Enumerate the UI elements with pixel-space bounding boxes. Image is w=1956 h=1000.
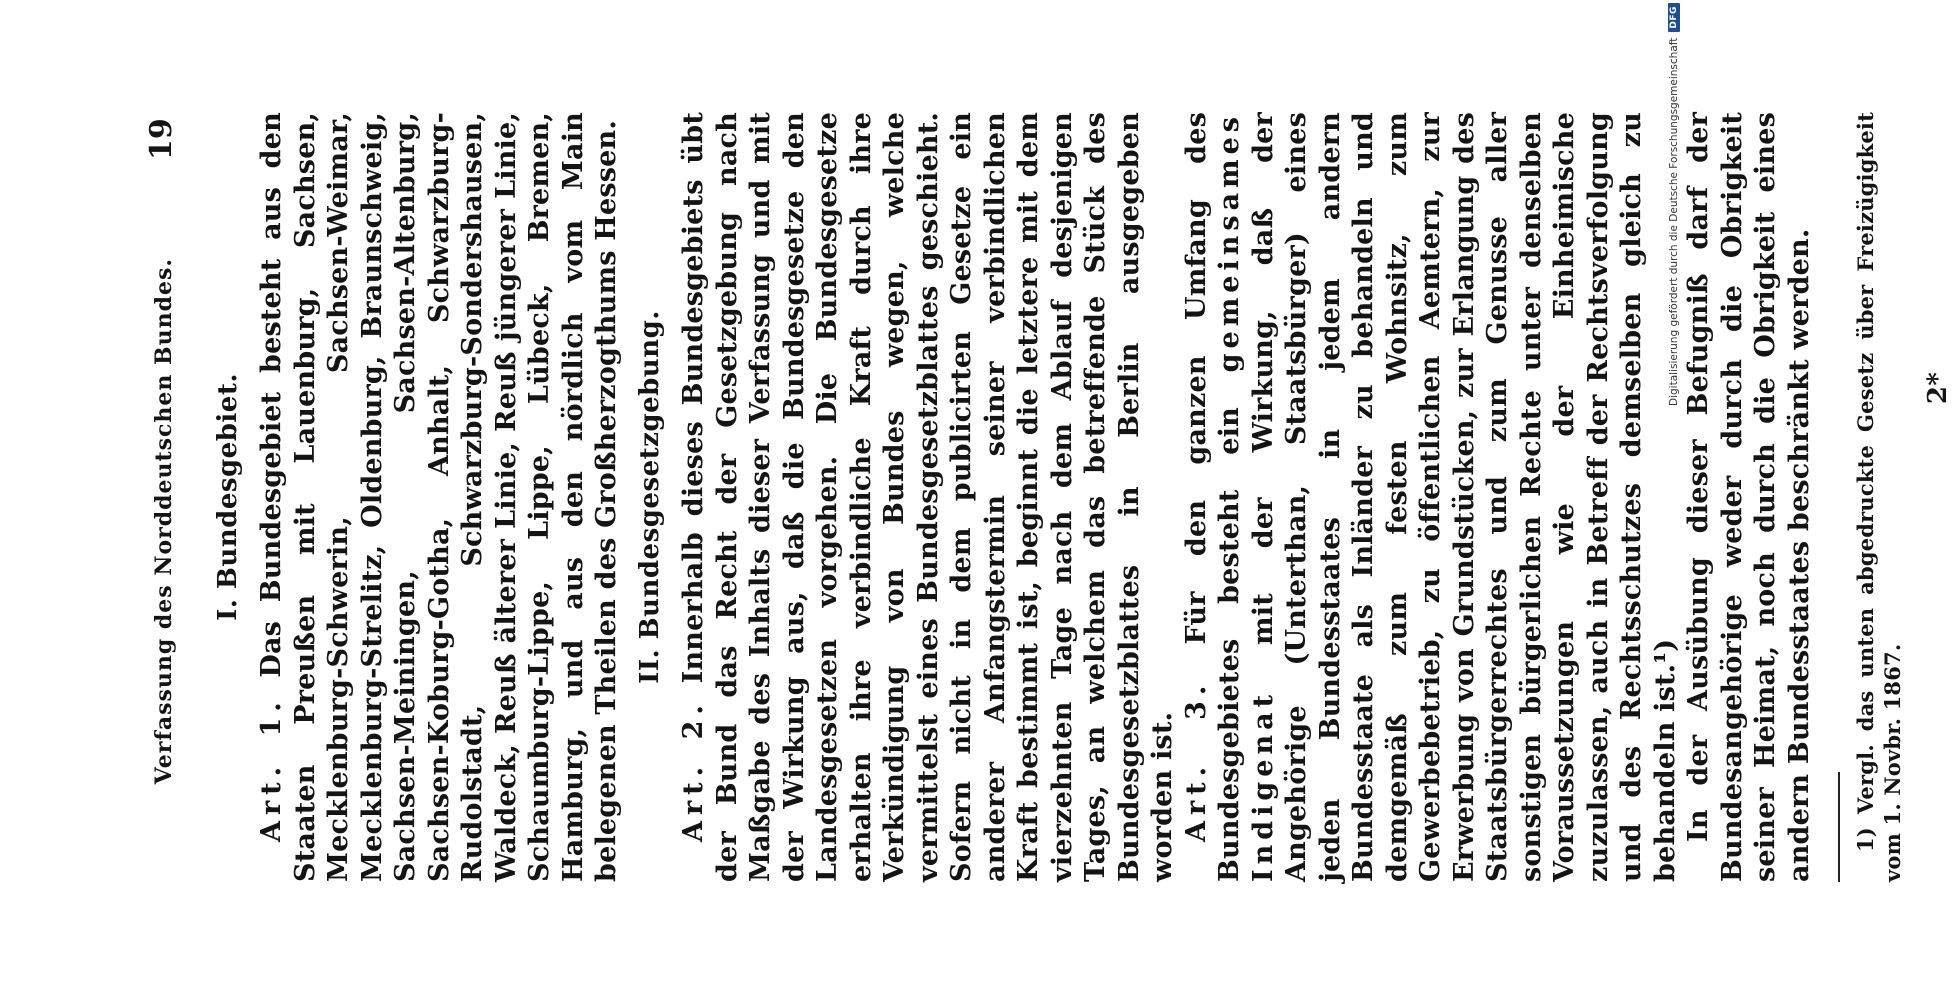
dfg-logo-icon: DFG	[1668, 3, 1680, 32]
footnote: 1) Vergl. das unten abgedruckte Gesetz über Freizügigkeit vom 1. Novbr. 1867.	[1853, 112, 1905, 882]
section-heading-bundesgesetzgebung: II. Bundesgesetzgebung.	[634, 310, 665, 684]
footnote-rule	[1838, 772, 1840, 882]
article-2	[677, 112, 1180, 882]
article-3-spaced-term: gemeinsames Indigenat	[1214, 111, 1279, 882]
page-number: 19	[144, 118, 179, 161]
dfg-credit	[1664, 6, 1684, 406]
section-heading-bundesgebiet: I. Bundesgebiet.	[212, 373, 243, 621]
article-3-paragraph-2: In der Ausübung dieser Befugniß darf der Bundesangehörige weder durch die Obrigkeit seiner Heimat, noch durch die Obrigkeit eines andern Bundesstaates beschränkt werden.	[1683, 112, 1815, 882]
article-3-text-before: Für den ganzen Umfang des Bundesgebietes besteht ein	[1180, 112, 1245, 882]
article-1-label: Art. 1.	[256, 696, 287, 842]
running-head	[145, 112, 182, 882]
article-2-label: Art. 2.	[678, 699, 709, 842]
article-1-text: Das Bundesgebiet besteht aus den Staaten Preußen mit Lauenburg, Sachsen, Mecklenburg-Schwerin, Sachsen-Weimar, Mecklenburg-Strelitz, Oldenburg, Braunschweig, Sachsen-Meiningen, Sachsen-Altenburg, Sachsen-Koburg-Gotha, Anhalt, Schwarzburg-Rudolstadt, Schwarzburg-Sondershausen, Waldeck, Reuß älterer Linie, Reuß jüngerer Linie, Schaumburg-Lippe, Lippe, Lübeck, Bremen, Hamburg, und aus den nördlich vom Main belegenen Theilen des Großherzogthums Hessen.	[256, 112, 622, 882]
article-3-text-after: mit der Wirkung, daß der Angehörige (Unterthan, Staatsbürger) eines jeden Bundesstaates in jedem andern Bundesstaate als Inländer zu behandeln und demgemäß zum festen Wohnsitz, zum Gewerbebetrieb, zu öffentlichen Aemtern, zur Erwerbung von Grundstücken, zur Erlangung des Staatsbürgerrechtes und zum Genusse aller sonstigen bürgerlichen Rechte unter denselben Voraussetzungen wie der Einheimische zuzulassen, auch in Betreff der Rechtsverfolgung und des Rechtsschutzes demselben gleich zu behandeln ist.¹)	[1247, 112, 1681, 882]
article-2-text: Innerhalb dieses Bundesgebiets übt der Bund das Recht der Gesetzgebung nach Maßgabe des Inhalts dieser Verfassung und mit der Wirkung aus, daß die Bundesgesetze den Landesgesetzen vorgehen. Die Bundesgesetze erhalten ihre verbindliche Kraft durch ihre Verkündigung von Bundes wegen, welche vermittelst eines Bundesgesetzblattes geschieht. Sofern nicht in dem publicirten Gesetze ein anderer Anfangstermin seiner verbindlichen Kraft bestimmt ist, beginnt die letztere mit dem vierzehnten Tage nach dem Ablauf desjenigen Tages, an welchem das betreffende Stück des Bundesgesetzblattes in Berlin ausgegeben worden ist.	[678, 112, 1178, 882]
signature-mark: 2*	[1923, 372, 1953, 405]
article-3-label: Art. 3.	[1180, 679, 1212, 842]
running-title: Verfassung des Norddeutschen Bundes.	[151, 257, 177, 785]
dfg-credit-text: Digitalisierung gefördert durch die Deutsche Forschungsgemeinschaft	[1668, 37, 1680, 406]
article-1	[255, 112, 624, 882]
article-3	[1180, 112, 1683, 882]
